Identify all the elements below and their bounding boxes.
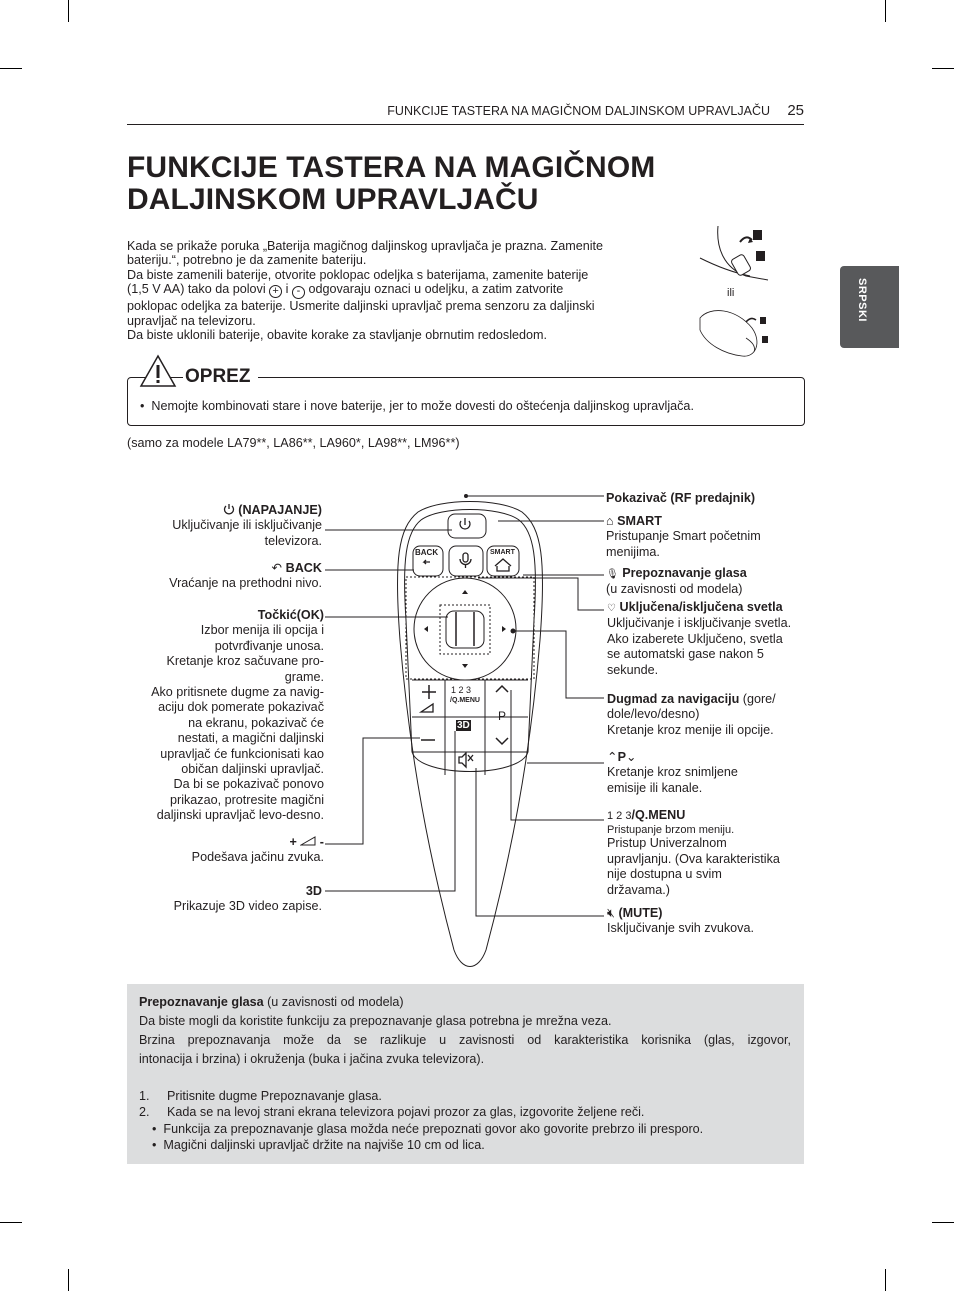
voice-desc: (u zavisnosti od modela) (606, 582, 743, 597)
p-desc: Kretanje kroz snimljene (607, 765, 738, 780)
desc-line: aciju dok pomerate pokazivač (158, 700, 324, 715)
desc-line: običan daljinski upravljač. (181, 762, 324, 777)
smart-desc: Pristupanje Smart početnim (606, 529, 761, 544)
pointer-label (606, 491, 755, 506)
caution-item-text: Nemojte kombinovati stare i nove baterije, jer to može dovesti do oštećenja daljinskog upravljača. (151, 399, 694, 413)
3d-button[interactable]: 3D (457, 720, 470, 731)
volume-plus: + (289, 835, 297, 849)
desc-line: prikazao, protresite magični (170, 792, 324, 807)
pointer-title: Pokazivač (RF predajnik) (606, 491, 756, 505)
intro-line: upravljač na televizoru. (127, 313, 256, 328)
power-title: (NAPAJANJE) (238, 503, 322, 517)
back-arrow-icon: ↶ (271, 561, 283, 575)
intro-line: poklopac odeljka za baterije. Usmerite daljinski upravljač prema senzoru za daljinski (127, 299, 595, 314)
header-section-title: FUNKCIJE TASTERA NA MAGIČNOM DALJINSKOM UPRAVLJAČU (387, 104, 770, 118)
wheel-title: Točkić(OK) (257, 608, 324, 622)
desc-line: daljinski upravljač levo-desno. (156, 808, 324, 823)
volume-label (192, 835, 324, 866)
chevron-up-icon: ⌃ (607, 750, 618, 764)
smart-desc: menijima. (606, 544, 660, 559)
volume-icon (300, 836, 316, 846)
desc-line: Da bi se pokazivač ponovo (173, 777, 324, 792)
desc-line: upravljanju. (Ova karakteristika (607, 851, 780, 866)
mute-desc: Isključivanje svih zvukova. (607, 921, 754, 936)
nav-desc: Kretanje kroz menije ili opcije. (607, 722, 774, 737)
back-label (169, 561, 322, 592)
nav-title: Dugmad za navigaciju (607, 692, 740, 706)
light-title: Uključena/isključena svetla (619, 600, 783, 614)
volume-desc: Podešava jačinu zvuka. (191, 850, 324, 865)
power-icon (223, 503, 235, 515)
p-desc: emisije ili kanale. (607, 780, 703, 795)
desc-line: potvrđivanje unosa. (214, 638, 324, 653)
voice-step (139, 1105, 644, 1120)
qmenu-title: /Q.MENU (631, 808, 686, 822)
bullet-text: Magični daljinski upravljač držite na najviše 10 cm od lica. (163, 1138, 485, 1152)
page-title-line2: DALJINSKOM UPRAVLJAČU (127, 183, 539, 216)
voice-box-line: Da biste mogli da koristite funkciju za prepoznavanje glasa potrebna je mrežna veza. (139, 1014, 612, 1028)
caution-title: OPREZ (183, 366, 258, 388)
desc-line: na ekranu, pokazivač će (188, 715, 324, 730)
desc-line: Kretanje kroz sačuvane pro- (166, 654, 324, 669)
mute-title: (MUTE) (618, 906, 663, 920)
step-text: Kada se na levoj strani ekrana televizora pojavi prozor za glas, izgovorite željene reči. (167, 1105, 645, 1119)
voice-label (606, 566, 747, 598)
3d-desc: Prikazuje 3D video zapise. (173, 899, 322, 914)
step-num: 1. (139, 1089, 150, 1103)
light-desc (607, 616, 791, 678)
models-note: (samo za modele LA79**, LA86**, LA960*, LA98**, LM96**) (127, 436, 460, 450)
mic-icon: 🎙︎ (606, 569, 619, 580)
wheel-label (151, 608, 324, 824)
voice-box-title-bold: Prepoznavanje glasa (139, 995, 264, 1009)
intro-text: (1,5 V AA) tako da polovi (127, 282, 266, 297)
smart-title: SMART (617, 514, 662, 528)
p-label (607, 750, 738, 796)
desc-line: nestati, a magični daljinski (177, 731, 324, 746)
wheel-desc (151, 623, 324, 823)
3d-label (174, 884, 322, 915)
light-icon: ♡ (607, 603, 616, 614)
intro-line: bateriju.“, potrebno je da zamenite bateriju. (127, 253, 367, 268)
qmenu-small: Pristupanje brzom meniju. (607, 824, 735, 837)
power-desc: Uključivanje ili isključivanje (172, 518, 322, 533)
power-label (172, 503, 322, 549)
voice-bullet: • Funkcija za prepoznavanje glasa možda neće prepoznati govor ako govorite prebrzo ili presporo. (152, 1122, 704, 1136)
back-desc: Vraćanje na prethodni nivo. (169, 576, 322, 591)
voice-box-title-rest: (u zavisnosti od modela) (263, 995, 404, 1009)
home-icon: ⌂ (606, 514, 614, 528)
back-button[interactable]: BACK (415, 548, 439, 557)
desc-line: državama.) (607, 882, 670, 897)
qmenu-label (607, 808, 780, 898)
desc-line: sekunde. (607, 662, 659, 677)
desc-line: Izbor menija ili opcija i (200, 623, 324, 638)
bullet-text: Funkcija za prepoznavanje glasa možda neće prepoznati govor ako govorite prebrzo ili presporo. (163, 1122, 704, 1136)
voice-box-line: intonacija i brzina) i okruženja (buka i jačina zvuka televizora). (139, 1052, 485, 1066)
qmenu-desc (607, 836, 780, 898)
intro-text: i (285, 282, 289, 297)
desc-line: upravljač će funkcionisati kao (160, 746, 324, 761)
home-icon (495, 559, 511, 571)
intro-text: odgovaraju oznaci u odeljku, a zatim zatvorite (308, 282, 564, 297)
page-title-line1: FUNKCIJE TASTERA NA MAGIČNOM (127, 151, 656, 184)
or-label: ili (727, 287, 735, 299)
smart-label (606, 514, 761, 560)
desc-line: nije dostupna u svim (607, 867, 722, 882)
mute-icon: 🔇︎ (607, 906, 615, 920)
step-num: 2. (139, 1105, 150, 1119)
p-button[interactable]: P (498, 709, 507, 723)
voice-info-box (127, 984, 804, 1164)
smart-button[interactable]: SMART (490, 549, 515, 556)
voice-bullet: • Magični daljinski upravljač držite na najviše 10 cm od lica. (152, 1138, 485, 1152)
voice-title: Prepoznavanje glasa (622, 566, 747, 580)
intro-line: Da biste zamenili baterije, otvorite poklopac odeljka s baterijama, zamenite baterije (127, 267, 589, 282)
qmenu-button-num[interactable]: 1 2 3 (451, 685, 472, 695)
page-number: 25 (787, 102, 804, 119)
3d-title: 3D (305, 884, 322, 898)
plus-pole-icon: + (269, 285, 282, 298)
volume-minus: - (319, 835, 324, 849)
desc-line: Ako pritisnete dugme za navig- (151, 685, 324, 700)
caution-item: • Nemojte kombinovati stare i nove baterije, jer to može dovesti do oštećenja daljinskog upravljača. (140, 399, 694, 413)
nav-note: (gore/ (739, 692, 776, 706)
desc-line: Pristup Univerzalnom (607, 836, 727, 851)
minus-pole-icon: - (292, 286, 305, 299)
power-desc: televizora. (264, 533, 322, 548)
desc-line: Ako izaberete Uključeno, svetla (607, 631, 783, 646)
mute-label (607, 906, 754, 937)
nav-label (607, 692, 776, 738)
back-title: BACK (285, 561, 322, 575)
p-title: P (617, 750, 626, 764)
desc-line: se automatski gase nakon 5 (607, 647, 764, 662)
voice-step (139, 1089, 382, 1104)
chevron-down-icon: ⌄ (625, 750, 637, 764)
intro-line: Kada se prikaže poruka „Baterija magičnog daljinskog upravljača je prazna. Zamenite (127, 239, 604, 253)
desc-line: Uključivanje i isključivanje svetla. (607, 616, 792, 631)
language-tab-label: SRPSKI (856, 278, 868, 322)
light-label (607, 600, 791, 678)
voice-box-line: Brzina prepoznavanja može da se razlikuje u zavisnosti od karakteristika korisnika (glas, izgovor, (139, 1033, 791, 1047)
mic-icon (463, 553, 468, 562)
nav-desc: dole/levo/desno) (607, 707, 700, 722)
voice-box-title (139, 995, 404, 1010)
step-text: Pritisnite dugme Prepoznavanje glasa. (167, 1089, 382, 1103)
qmenu-num: 1 2 3 (607, 810, 632, 822)
back-arrow-icon (424, 560, 430, 564)
qmenu-button[interactable]: /Q.MENU (450, 697, 480, 704)
desc-line: grame. (284, 669, 324, 684)
intro-line: Da biste uklonili baterije, obavite korake za stavljanje obrnutim redosledom. (127, 328, 548, 343)
